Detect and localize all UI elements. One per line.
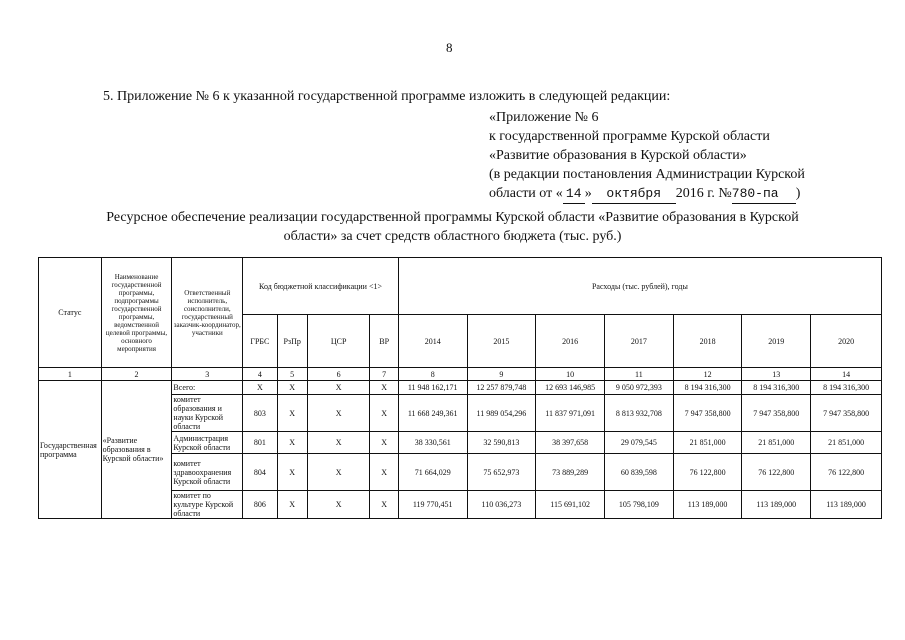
value-cell: 7 947 358,800: [673, 395, 742, 432]
rzpr-cell: Х: [277, 491, 307, 519]
column-number: 9: [467, 368, 536, 381]
header-year: 2015: [467, 315, 536, 368]
vr-cell: Х: [370, 381, 398, 395]
column-number: 12: [673, 368, 742, 381]
column-number: 2: [101, 368, 172, 381]
appendix-year: 2016 г. №: [675, 186, 732, 201]
value-cell: 38 397,658: [536, 432, 605, 454]
appendix-line-1: «Приложение № 6: [489, 110, 599, 125]
appendix-line-2: к государственной программе Курской области: [489, 129, 770, 144]
value-cell: 21 851,000: [742, 432, 811, 454]
csr-cell: Х: [307, 454, 370, 491]
value-cell: 38 330,561: [398, 432, 467, 454]
header-year: 2020: [811, 315, 882, 368]
value-cell: 7 947 358,800: [811, 395, 882, 432]
value-cell: 76 122,800: [742, 454, 811, 491]
responsible-cell: комитет по культуре Курской области: [172, 491, 243, 519]
header-expenses: Расходы (тыс. рублей), годы: [398, 258, 881, 315]
header-status: Статус: [39, 258, 102, 368]
appendix-close: ): [795, 186, 801, 201]
value-cell: 105 798,109: [604, 491, 673, 519]
column-number: 8: [398, 368, 467, 381]
csr-cell: Х: [307, 432, 370, 454]
value-cell: 11 837 971,091: [536, 395, 605, 432]
grbs-cell: 801: [243, 432, 277, 454]
column-number-row: [39, 368, 882, 381]
header-budget-code: Код бюджетной классификации <1>: [243, 258, 399, 315]
value-cell: 21 851,000: [673, 432, 742, 454]
header-rzpr: РзПр: [277, 315, 307, 368]
program-cell: «Развитие образования в Курской области»: [101, 381, 172, 519]
value-cell: 73 889,289: [536, 454, 605, 491]
value-cell: 8 194 316,300: [811, 381, 882, 395]
value-cell: 8 813 932,708: [604, 395, 673, 432]
column-number: 6: [307, 368, 370, 381]
value-cell: 76 122,800: [673, 454, 742, 491]
table-heading: [60, 208, 845, 246]
table-row: [39, 381, 882, 395]
responsible-cell: комитет здравоохранения Курской области: [172, 454, 243, 491]
appendix-number: 780-па: [732, 184, 796, 204]
responsible-cell: Всего:: [172, 381, 243, 395]
rzpr-cell: Х: [277, 395, 307, 432]
value-cell: 113 189,000: [742, 491, 811, 519]
appendix-date-prefix: области от «: [489, 186, 563, 201]
responsible-cell: комитет образования и науки Курской области: [172, 395, 243, 432]
appendix-day: 14: [563, 184, 585, 204]
csr-cell: Х: [307, 395, 370, 432]
value-cell: 71 664,029: [398, 454, 467, 491]
rzpr-cell: Х: [277, 432, 307, 454]
header-year: 2018: [673, 315, 742, 368]
header-year: 2014: [398, 315, 467, 368]
value-cell: 113 189,000: [811, 491, 882, 519]
value-cell: 113 189,000: [673, 491, 742, 519]
grbs-cell: 804: [243, 454, 277, 491]
status-cell: Государственная программа: [39, 381, 102, 519]
csr-cell: Х: [307, 491, 370, 519]
value-cell: 11 948 162,171: [398, 381, 467, 395]
value-cell: 8 194 316,300: [673, 381, 742, 395]
appendix-month-sep: »: [584, 186, 592, 201]
rzpr-cell: Х: [277, 381, 307, 395]
rzpr-cell: Х: [277, 454, 307, 491]
value-cell: 7 947 358,800: [742, 395, 811, 432]
header-csr: ЦСР: [307, 315, 370, 368]
appendix-line-5: [489, 184, 805, 204]
value-cell: 21 851,000: [811, 432, 882, 454]
intro-text: 5. Приложение № 6 к указанной государственной программе изложить в следующей редакции:: [103, 89, 671, 104]
column-number: 3: [172, 368, 243, 381]
value-cell: 12 257 879,748: [467, 381, 536, 395]
grbs-cell: 806: [243, 491, 277, 519]
header-year: 2016: [536, 315, 605, 368]
header-year: 2019: [742, 315, 811, 368]
column-number: 1: [39, 368, 102, 381]
vr-cell: Х: [370, 432, 398, 454]
column-number: 13: [742, 368, 811, 381]
appendix-line-3: «Развитие образования в Курской области»: [489, 148, 747, 163]
table-heading-line-2: области» за счет средств областного бюджета (тыс. руб.): [283, 229, 622, 244]
column-number: 14: [811, 368, 882, 381]
value-cell: 60 839,598: [604, 454, 673, 491]
appendix-month: октября: [592, 184, 676, 204]
column-number: 10: [536, 368, 605, 381]
column-number: 5: [277, 368, 307, 381]
grbs-cell: Х: [243, 381, 277, 395]
value-cell: 76 122,800: [811, 454, 882, 491]
resource-table: [38, 257, 882, 519]
column-number: 11: [604, 368, 673, 381]
value-cell: 115 691,102: [536, 491, 605, 519]
csr-cell: Х: [307, 381, 370, 395]
value-cell: 29 079,545: [604, 432, 673, 454]
responsible-cell: Администрация Курской области: [172, 432, 243, 454]
header-year: 2017: [604, 315, 673, 368]
vr-cell: Х: [370, 454, 398, 491]
value-cell: 75 652,973: [467, 454, 536, 491]
value-cell: 119 770,451: [398, 491, 467, 519]
grbs-cell: 803: [243, 395, 277, 432]
appendix-block: [489, 108, 805, 204]
header-vr: ВР: [370, 315, 398, 368]
header-grbs: ГРБС: [243, 315, 277, 368]
value-cell: 11 989 054,296: [467, 395, 536, 432]
column-number: 7: [370, 368, 398, 381]
header-responsible: Ответственный исполнитель, соисполнители, государственный заказчик-координатор, участники: [172, 258, 243, 368]
appendix-line-4: (в редакции постановления Администрации Курской: [489, 167, 805, 182]
vr-cell: Х: [370, 491, 398, 519]
value-cell: 32 590,813: [467, 432, 536, 454]
column-number: 4: [243, 368, 277, 381]
header-row-1: [39, 258, 882, 315]
value-cell: 8 194 316,300: [742, 381, 811, 395]
vr-cell: Х: [370, 395, 398, 432]
page-number: 8: [446, 40, 453, 55]
table-heading-line-1: Ресурсное обеспечение реализации государственной программы Курской области «Развитие образования в Курской: [106, 210, 799, 225]
value-cell: 110 036,273: [467, 491, 536, 519]
value-cell: 11 668 249,361: [398, 395, 467, 432]
header-program-name: Наименование государственной программы, подпрограммы государственной программы, ведомственной целевой программы, основного мероприятия: [101, 258, 172, 368]
value-cell: 12 693 146,985: [536, 381, 605, 395]
value-cell: 9 050 972,393: [604, 381, 673, 395]
